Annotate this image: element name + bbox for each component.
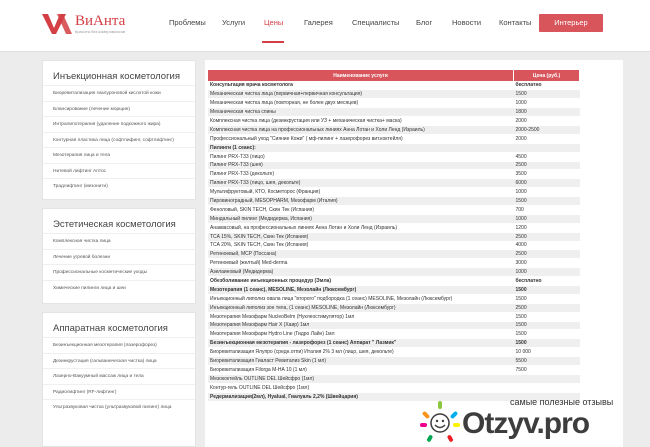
price-cell (514, 374, 580, 383)
service-name-cell: Пилинги (1 сеанс): (208, 143, 514, 152)
price-cell: 3000 (514, 259, 580, 268)
sidebar-item[interactable]: Мезотерапия лица и тела (43, 147, 195, 163)
table-row (208, 152, 580, 161)
service-name-cell: Инъекционный липолиз зон тела, (1 сеанс) MESOLINE, Мезолайн (Люксембург) (208, 303, 514, 312)
service-name-cell: Ретиноевый (желтый) Med-derma (208, 259, 514, 268)
service-name-cell: Механическая чистка спины (208, 108, 514, 117)
sidebar-item[interactable]: Блансирование (лечение морщин) (43, 101, 195, 117)
table-row (208, 241, 580, 250)
service-name-cell: TCA 15%, SKIN TECH, Скин Тек (Испания) (208, 232, 514, 241)
burst-logo-icon (420, 399, 460, 443)
nav-blog[interactable]: Блог (416, 18, 433, 27)
service-name-cell: Консультация врача косметолога (208, 81, 514, 90)
table-row (208, 99, 580, 108)
price-cell: 1500 (514, 90, 580, 99)
table-row (208, 170, 580, 179)
table-row (208, 366, 580, 375)
price-cell: 2500 (514, 232, 580, 241)
service-name-cell: Биоревитализация Filorga M-HA 10 (1 мл) (208, 366, 514, 375)
service-name-cell: Механическая чистка лица (первичная+первичная консультация) (208, 90, 514, 99)
table-row (208, 188, 580, 197)
price-cell: 1500 (514, 285, 580, 294)
header-service: Наименование услуги (208, 70, 514, 81)
service-name-cell: Обезболивание инъекционных процедур (Эмла) (208, 277, 514, 286)
table-row (208, 374, 580, 383)
sidebar-aesthetic (42, 208, 196, 304)
price-cell: 1200 (514, 223, 580, 232)
table-row (208, 205, 580, 214)
service-name-cell: Безинъекционная мезотерапия - лазерофорез (1 сеанс) Аппарат " Лазмик" (208, 339, 514, 348)
sidebar-item[interactable]: Нитевой лифтинг Аптос (43, 163, 195, 179)
price-cell: 1500 (514, 294, 580, 303)
table-row (208, 277, 580, 286)
price-cell: 1500 (514, 312, 580, 321)
table-row (208, 250, 580, 259)
sidebar-item[interactable]: Комплексная чистка лица (43, 233, 195, 249)
sidebar-item[interactable]: Контурная пластика лица (софтлифинг, софтлифтинг) (43, 132, 195, 148)
service-name-cell: Контур-гель OUTLINE DEL Шейсфро (1мл) (208, 383, 514, 392)
price-cell: 4000 (514, 241, 580, 250)
service-name-cell: Пилинг PRX-T33 (лицо) (208, 152, 514, 161)
sidebar-item[interactable]: Ультразвуковая чистка (ультразвуковой пилинг) лица (43, 399, 195, 415)
sidebar-item[interactable]: Дезинкрустация (гальваническая чистка) лица (43, 353, 195, 369)
table-row (208, 294, 580, 303)
service-name-cell: Биоревитализация Ялупро (средн.отпи) Италия 2% 3 мл (лицо, шея, декольте) (208, 348, 514, 357)
price-cell: 2000-2500 (514, 125, 580, 134)
header-price: Цена (руб.) (514, 70, 580, 81)
nav-specialists[interactable]: Специалисты (352, 18, 400, 27)
service-name-cell: Механическая чистка лица (повторная, не более двух месяцев) (208, 99, 514, 108)
price-cell: 1000 (514, 99, 580, 108)
sidebar-item[interactable]: Безинъекционная мезотерапия (лазерофорез) (43, 337, 195, 353)
price-cell: 1500 (514, 197, 580, 206)
price-cell (514, 143, 580, 152)
table-row (208, 321, 580, 330)
sidebar-item[interactable]: Интралипотерапия (удаление подкожного жира) (43, 116, 195, 132)
service-name-cell: Комплексная чистка лица (дезинкрустация или УЗ + механическая чистка+ маска) (208, 117, 514, 126)
service-name-cell: Пилинг PRX-T33 (лицо, шея, декольте) (208, 179, 514, 188)
table-row (208, 90, 580, 99)
price-cell: 7500 (514, 366, 580, 375)
table-row (208, 383, 580, 392)
service-name-cell: Миндальный пилинг (Медидерма, Испания) (208, 214, 514, 223)
sidebar-item[interactable]: Традлифтинг (мезонити) (43, 178, 195, 194)
price-cell: 3500 (514, 170, 580, 179)
sidebar-item[interactable]: Лазерно-Вакуумный массаж лица и тела (43, 368, 195, 384)
table-row (208, 214, 580, 223)
nav-active-underline (262, 41, 284, 43)
price-cell: 1800 (514, 108, 580, 117)
price-cell: 2500 (514, 161, 580, 170)
price-cell: бесплатно (514, 81, 580, 90)
service-name-cell: Биоревитализация Гиаласт Ревитализ Skin (1 мл) (208, 357, 514, 366)
service-name-cell: Ретиноевый, MCP (Поссана) (208, 250, 514, 259)
table-row (208, 348, 580, 357)
price-cell: 1500 (514, 339, 580, 348)
table-row (208, 81, 580, 90)
table-row (208, 134, 580, 143)
table-row (208, 303, 580, 312)
price-cell: 2500 (514, 250, 580, 259)
price-cell: 2000 (514, 117, 580, 126)
table-row (208, 357, 580, 366)
table-row (208, 268, 580, 277)
price-cell: 5500 (514, 357, 580, 366)
price-cell: 10 000 (514, 348, 580, 357)
sidebar-title: Эстетическая косметология (53, 219, 176, 230)
table-row (208, 143, 580, 152)
service-name-cell: Мезококтейль OUTLINE DEL Шейсфро (1мл) (208, 374, 514, 383)
service-name-cell: TCA 20%, SKIN TECH, Скин Тек (Испания) (208, 241, 514, 250)
price-cell: 1500 (514, 321, 580, 330)
site-header (0, 0, 650, 52)
price-cell: 1500 (514, 330, 580, 339)
nav-contacts[interactable]: Контакты (499, 18, 532, 27)
price-cell: 1000 (514, 188, 580, 197)
sidebar-injection (42, 60, 196, 200)
table-row (208, 285, 580, 294)
watermark-brand: Otzyv.pro (462, 407, 590, 440)
sidebar-item[interactable]: Химические пилинги лица и шеи (43, 280, 195, 296)
table-row (208, 179, 580, 188)
service-name-cell: Мезотерапия (1 сеанс), MESOLINE, Мезолайн (Люксембург) (208, 285, 514, 294)
nav-news[interactable]: Новости (452, 18, 482, 27)
price-cell (514, 383, 580, 392)
table-row (208, 125, 580, 134)
nav-problems[interactable]: Проблемы (169, 18, 206, 27)
table-row (208, 108, 580, 117)
price-cell: бесплатно (514, 277, 580, 286)
logo-name: ВиАнта (75, 13, 126, 29)
sidebar-hardware (42, 312, 196, 447)
table-row (208, 259, 580, 268)
table-row (208, 312, 580, 321)
price-cell: 1000 (514, 268, 580, 277)
table-row (208, 117, 580, 126)
service-name-cell: Комплексная чистка лица на профессиональных линиях Анна Лотан и Холи Ленд (Израиль) (208, 125, 514, 134)
logo-tagline: Красота без компромиссов (75, 29, 126, 34)
price-cell: 6000 (514, 179, 580, 188)
price-cell: 2000 (514, 134, 580, 143)
service-name-cell: Анаквасовый, на профессиональных линиях Анна Лотан и Холи Ленд (Израиль) (208, 223, 514, 232)
logo-mark-icon (42, 14, 72, 34)
service-name-cell: Пилинг PRX-T33 (шея) (208, 161, 514, 170)
price-cell: 1000 (514, 214, 580, 223)
table-row (208, 161, 580, 170)
table-row (208, 330, 580, 339)
table-row (208, 223, 580, 232)
table-row (208, 339, 580, 348)
sidebar-item[interactable]: Радиолифтинг (RF-лифтинг) (43, 384, 195, 400)
price-cell: 700 (514, 205, 580, 214)
table-row (208, 197, 580, 206)
price-cell: 2500 (514, 303, 580, 312)
nav-gallery[interactable]: Галерея (304, 18, 333, 27)
service-name-cell: Мультифруктовый, КТО, Косметорос (Франция) (208, 188, 514, 197)
watermark-tagline: самые полезные отзывы (510, 397, 614, 407)
service-name-cell: Профессиональный уход "Сияние Кожи" ( мф-пилинг + лазерофорез вит.коктейля) (208, 134, 514, 143)
table-row (208, 232, 580, 241)
price-cell: 4500 (514, 152, 580, 161)
otzyv-watermark (420, 395, 650, 447)
service-name-cell: Мезотерапия Мезофарм Hydro Line (Гидро Лайн) 1мл (208, 330, 514, 339)
sidebar-item[interactable]: Профессиональные косметические уходы (43, 264, 195, 280)
service-name-cell: Мезотерапия Мезофарм NucleoBelm (Нуклеостимулятор) 1мл (208, 312, 514, 321)
sidebar-item[interactable]: Лечение угревой болезни (43, 249, 195, 265)
logo[interactable] (42, 14, 125, 35)
price-panel (205, 60, 623, 447)
nav-services[interactable]: Услуги (222, 18, 246, 27)
sidebar-title: Инъекционная косметология (53, 71, 181, 82)
sidebar-title: Аппаратная косметология (53, 323, 168, 334)
interior-button[interactable]: Интерьер (539, 14, 603, 32)
service-name-cell: Азелаиновый (Медидерма) (208, 268, 514, 277)
service-name-cell: Инъекционный липолиз овала лица "второго" подбородка (1 сеанс) MESOLINE, Мезолайн (Люксембург) (208, 294, 514, 303)
service-name-cell: Пировиноградный, MESOPHARM, Мезофарм (Италия) (208, 197, 514, 206)
service-name-cell: Феноловый, SKIN TECH, Скин Тек (Испания) (208, 205, 514, 214)
price-table (208, 70, 580, 402)
sidebar-item[interactable]: Биоревитализация гиалуроновой кислотой кожи (43, 85, 195, 101)
service-name-cell: Мезотерапия Мезофарм Hair X (Хаир) 1мл (208, 321, 514, 330)
service-name-cell: Пилинг PRX-T33 (декольте) (208, 170, 514, 179)
nav-prices[interactable]: Цены (264, 18, 284, 27)
service-name-cell: Редермализация(2мл), Hyalual, Гиалуаль 2,2% (Швейцария) (208, 392, 514, 401)
